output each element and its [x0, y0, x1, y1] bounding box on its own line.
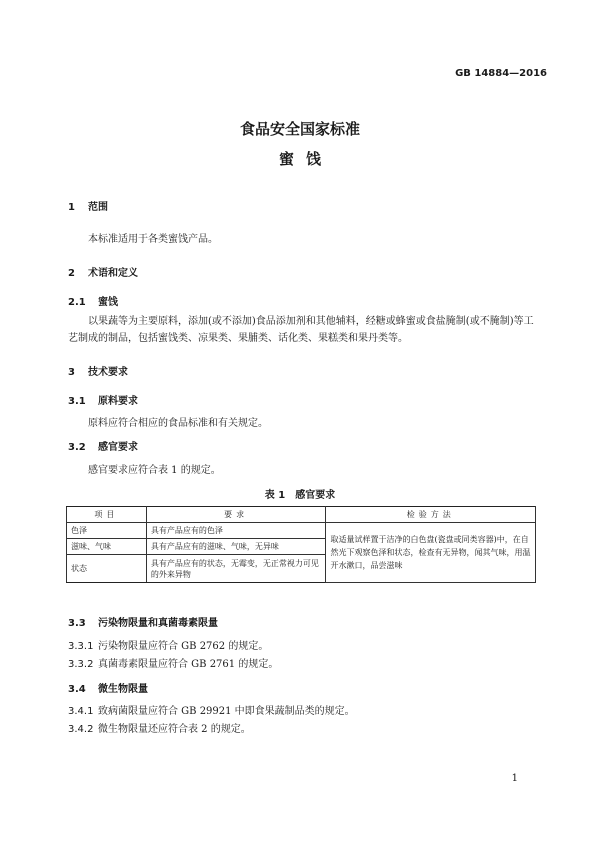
- section-3-2-heading: [68, 438, 138, 453]
- section-3-1-heading: [68, 392, 138, 407]
- section-text: 污染物限量应符合 GB 2762 的规定。: [98, 641, 269, 652]
- section-title: 原料要求: [98, 396, 138, 407]
- section-1-heading: [68, 198, 108, 213]
- section-3-2-text: 感官要求应符合表 1 的规定。: [88, 465, 221, 476]
- col-header-item: 项目: [67, 507, 147, 523]
- cell-requirement: 具有产品应有的状态，无霉变，无正常视力可见的外来异物: [146, 555, 326, 583]
- section-number: 3.1: [68, 396, 86, 407]
- section-number: 3.4: [68, 684, 86, 695]
- col-header-method: 检验方法: [326, 507, 536, 523]
- section-title: 感官要求: [98, 442, 138, 453]
- section-3-4-1: [68, 702, 355, 717]
- section-3-heading: [68, 363, 128, 378]
- section-text: 微生物限量还应符合表 2 的规定。: [98, 724, 251, 735]
- section-number: 3.2: [68, 442, 86, 453]
- section-2-1-heading: [68, 293, 118, 308]
- section-title: 术语和定义: [88, 268, 138, 279]
- section-title: 技术要求: [88, 367, 128, 378]
- cell-method: 取适量试样置于洁净的白色盘(瓷盘或同类容器)中，在自然光下观察色泽和状态，检查有无异物，闻其气味，用温开水漱口，品尝滋味: [326, 523, 536, 583]
- standard-number: GB 14884—2016: [455, 68, 547, 79]
- section-2-1-text: 以果蔬等为主要原料，添加(或不添加)食品添加剂和其他辅料，经糖或蜂蜜或食盐腌制(或不腌制)等工艺制成的制品，包括蜜饯类、凉果类、果脯类、话化类、果糕类和果丹类等。: [68, 316, 534, 344]
- cell-requirement: 具有产品应有的滋味、气味，无异味: [146, 539, 326, 555]
- section-3-4-2: [68, 720, 251, 735]
- section-title: 微生物限量: [98, 684, 148, 695]
- section-number: 1: [68, 202, 75, 213]
- section-number: 3: [68, 367, 75, 378]
- section-3-1-text: 原料应符合相应的食品标准和有关规定。: [88, 418, 268, 429]
- section-3-3-1: [68, 637, 268, 652]
- section-number: 2: [68, 268, 75, 279]
- section-text: 真菌毒素限量应符合 GB 2761 的规定。: [98, 659, 279, 670]
- cell-item: 滋味、气味: [67, 539, 147, 555]
- cell-requirement: 具有产品应有的色泽: [146, 523, 326, 539]
- document-title: 食品安全国家标准: [239, 120, 360, 138]
- cell-item: 色泽: [67, 523, 147, 539]
- document-subtitle: 蜜饯: [278, 150, 333, 168]
- section-number: 3.3: [68, 618, 86, 629]
- table-row: [67, 523, 536, 539]
- table-header-row: [67, 507, 536, 523]
- col-header-requirement: 要求: [146, 507, 326, 523]
- section-number: 3.4.2: [68, 724, 94, 735]
- section-3-3-2: [68, 655, 278, 670]
- section-title: 蜜饯: [98, 297, 118, 308]
- section-1-text: 本标准适用于各类蜜饯产品。: [88, 234, 218, 245]
- section-2-heading: [68, 264, 138, 279]
- page-number: 1: [511, 773, 518, 784]
- section-text: 致病菌限量应符合 GB 29921 中即食果蔬制品类的规定。: [98, 706, 355, 717]
- cell-item: 状态: [67, 555, 147, 583]
- section-number: 3.3.1: [68, 641, 94, 652]
- section-title: 范围: [88, 202, 108, 213]
- section-number: 2.1: [68, 297, 86, 308]
- table-1-caption: 表 1 感官要求: [264, 490, 336, 501]
- section-title: 污染物限量和真菌毒素限量: [98, 618, 218, 629]
- section-3-4-heading: [68, 680, 148, 695]
- sensory-requirements-table: [66, 506, 536, 583]
- section-number: 3.3.2: [68, 659, 94, 670]
- section-number: 3.4.1: [68, 706, 94, 717]
- section-3-3-heading: [68, 614, 218, 629]
